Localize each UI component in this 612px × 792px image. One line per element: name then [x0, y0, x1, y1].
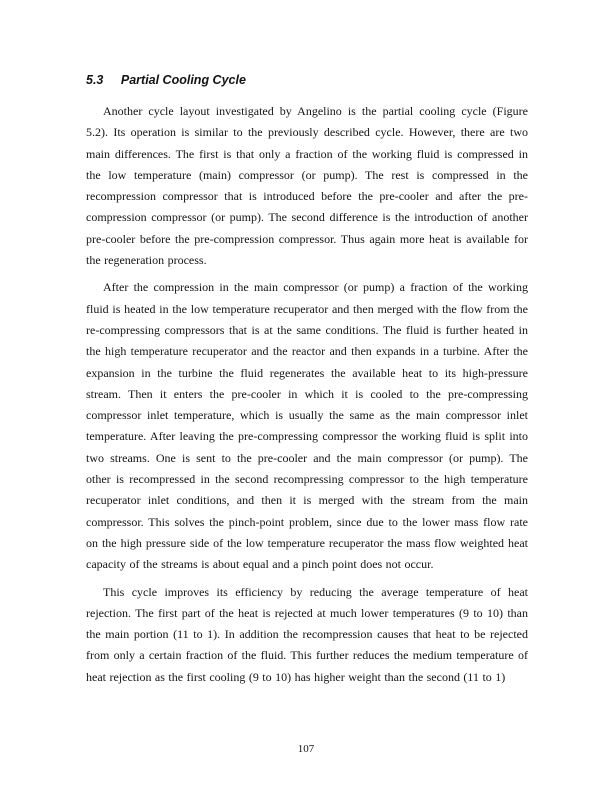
text-line: compressor. This solves the pinch-point problem, since due to the lower mass flow rate [86, 514, 528, 529]
text-line: Another cycle layout investigated by Angelino is the partial cooling cycle (Figure [103, 104, 528, 118]
text-line: on the high pressure side of the low temperature recuperator the mass flow weighted heat [86, 535, 528, 550]
text-line: expansion in the turbine the fluid regenerates the available heat to its high-pressure [86, 365, 528, 380]
page-number: 107 [297, 743, 315, 755]
text-line: 5.2). Its operation is similar to the previously described cycle. However, there are two [86, 125, 528, 140]
text-line: recuperator inlet conditions, and then it is merged with the stream from the main [86, 493, 528, 508]
text-line: two streams. One is sent to the pre-cooler and the main compressor (or pump). The [86, 450, 528, 465]
paragraph [86, 101, 528, 271]
text-line: the high temperature recuperator and the reactor and then expands in a turbine. After the [86, 344, 528, 359]
text-line: fluid is heated in the low temperature recuperator and then merged with the flow from the [86, 301, 528, 316]
section-title: Partial Cooling Cycle [120, 73, 246, 87]
paragraph [86, 582, 528, 688]
text-line: temperature. After leaving the pre-compressing compressor the working fluid is split into [86, 429, 528, 444]
text-line: from only a certain fraction of the fluid. This further reduces the medium temperature of [86, 648, 528, 663]
text-line: compression compressor (or pump). The second difference is the introduction of another [86, 210, 528, 225]
text-line: heat rejection as the first cooling (9 to 10) has higher weight than the second (11 to 1) [86, 669, 506, 684]
text-line: recompression compressor that is introduced before the pre-cooler and after the pre- [86, 189, 528, 204]
text-line: main differences. The first is that only a fraction of the working fluid is compressed in [86, 146, 528, 161]
text-line: the regeneration process. [86, 253, 207, 268]
text-line: the low temperature (main) compressor (or pump). The rest is compressed in the [86, 167, 528, 182]
text-line: re-compressing compressors that is at the same conditions. The fluid is further heated in [86, 322, 528, 337]
text-block [86, 73, 528, 694]
body-text [86, 101, 528, 688]
text-line: This cycle improves its efficiency by reducing the average temperature of heat [103, 584, 528, 599]
text-line: pre-cooler before the pre-compression compressor. Thus again more heat is available for [86, 231, 528, 246]
text-line: compressor inlet temperature, which is usually the same as the main compressor inlet [86, 408, 528, 423]
text-line: the main portion (11 to 1). In addition the recompression causes that heat to be rejected [86, 627, 528, 642]
paragraph [86, 277, 528, 575]
text-line: After the compression in the main compressor (or pump) a fraction of the working [103, 280, 528, 295]
section-number: 5.3 [86, 73, 104, 87]
text-line: capacity of the streams is about equal and a pinch point does not occur. [86, 557, 434, 572]
text-line: rejection. The first part of the heat is rejected at much lower temperatures (9 to 10) than [86, 605, 528, 620]
text-line: other is recompressed in the second recompressing compressor to the high temperature [86, 472, 528, 487]
section-heading [86, 73, 528, 88]
text-line: stream. Then it enters the pre-cooler in which it is cooled to the pre-compressing [86, 386, 528, 401]
